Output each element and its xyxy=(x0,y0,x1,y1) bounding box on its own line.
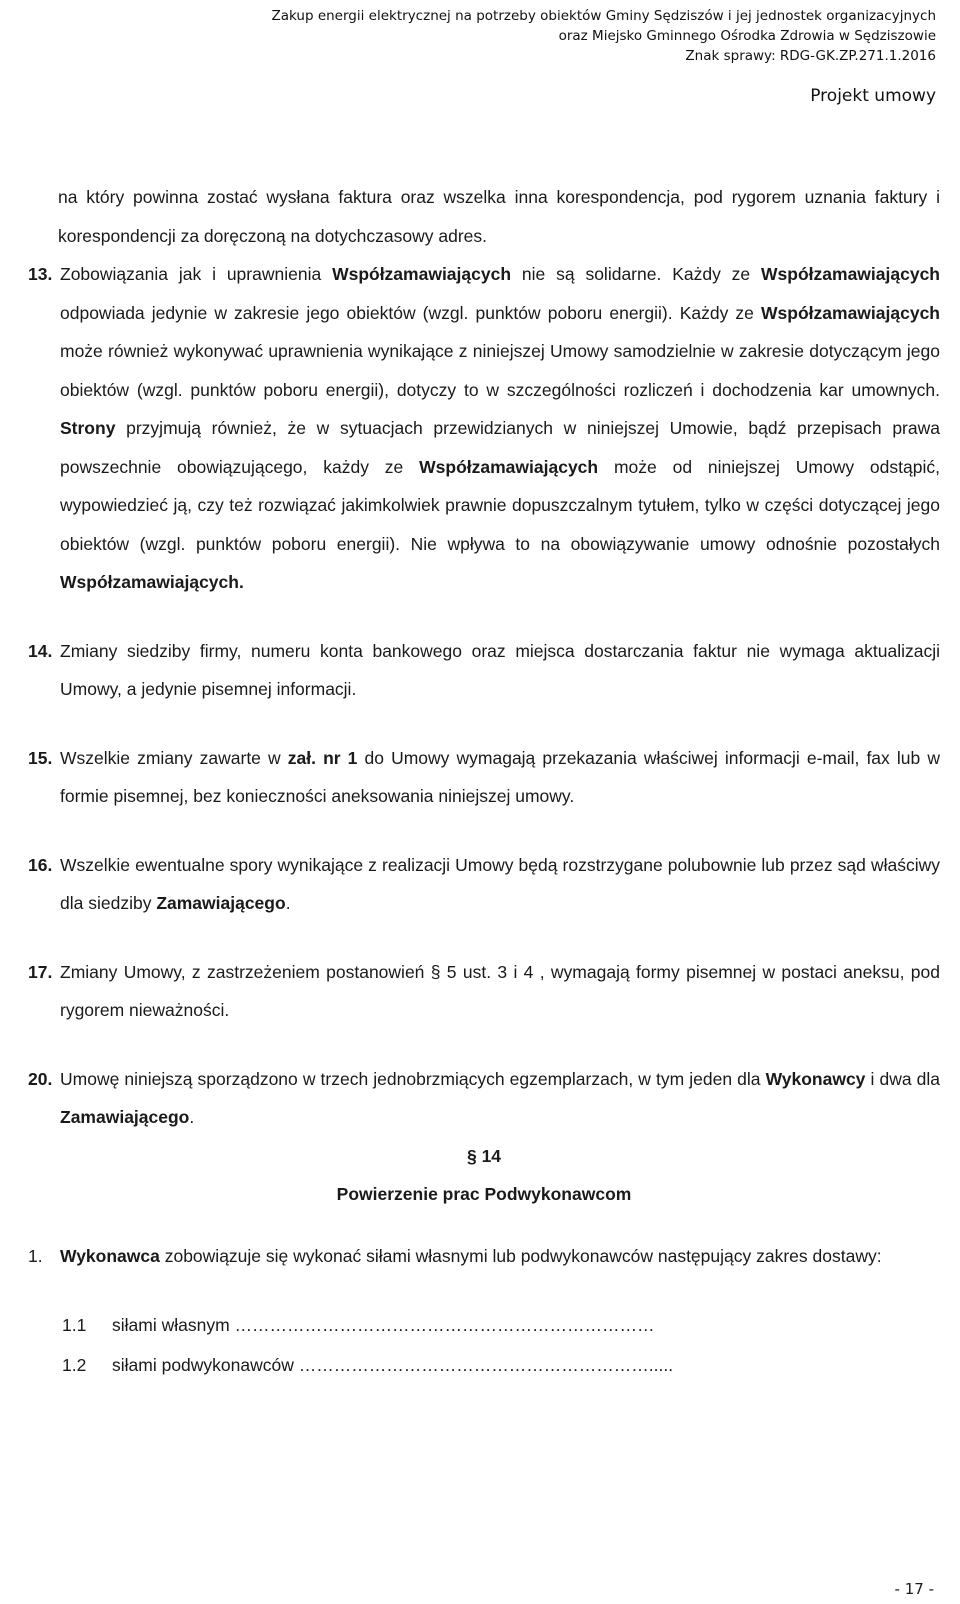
sub-clause-1-2 xyxy=(28,1345,940,1385)
paragraph-14 xyxy=(28,632,940,709)
paragraph-text: Wszelkie zmiany zawarte w zał. nr 1 do Umowy wymagają przekazania właściwej informacji e-mail, fax lub w formie pisemnej, bez konieczności aneksowania niniejszej umowy. xyxy=(60,747,940,806)
paragraph-17 xyxy=(28,953,940,1030)
paragraph-text: Zmiany siedziby firmy, numeru konta bankowego oraz miejsca dostarczania faktur nie wymaga aktualizacji Umowy, a jedynie pisemnej informacji. xyxy=(60,640,940,699)
paragraph-text: Zmiany Umowy, z zastrzeżeniem postanowień § 5 ust. 3 i 4 , wymagają formy pisemnej w postaci aneksu, pod rygorem nieważności. xyxy=(60,961,940,1020)
paragraph-15 xyxy=(28,739,940,816)
header-title-line-2: oraz Miejsko Gminnego Ośrodka Zdrowia w Sędziszowie xyxy=(558,28,936,44)
header-title-line-1: Zakup energii elektrycznej na potrzeby obiektów Gminy Sędziszów i jej jednostek organizacyjnych xyxy=(271,8,936,24)
paragraph-number: 16. xyxy=(28,854,53,875)
sub-clause-text: siłami własnym ……………………………………………………………… xyxy=(112,1315,655,1335)
paragraph-number: 15. xyxy=(28,747,53,768)
sub-clause-number: 1.1 xyxy=(62,1315,87,1335)
header-case-number: Znak sprawy: RDG-GK.ZP.271.1.2016 xyxy=(685,48,936,64)
sub-clause-text: siłami podwykonawców ……………………………………………………..... xyxy=(112,1355,674,1375)
document-header xyxy=(36,6,936,106)
paragraph-text: Zobowiązania jak i uprawnienia Współzamawiających nie są solidarne. Każdy ze Współzamawiających odpowiada jedynie w zakresie jego obiektów (wzgl. punktów poboru energii). Każdy ze Współzamawiających może również wykonywać uprawnienia wynikające z niniejszej Umowy samodzielnie w zakresie dotyczącym jego obiektów (wzgl. punktów poboru energii), dotyczy to w szczególności rozliczeń i dochodzenia kar umownych. Strony przyjmują również, że w sytuacjach przewidzianych w niniejszej Umowie, bądź przepisach prawa powszechnie obowiązującego, każdy ze Współzamawiających może od niniejszej Umowy odstąpić, wypowiedzieć ją, czy też rozwiązać jakimkolwiek prawnie dopuszczalnym tytułem, tylko w części dotyczącej jego obiektów (wzgl. punktów poboru energii). Nie wpływa to na obowiązywanie umowy odnośnie pozostałych Współzamawiających. xyxy=(60,264,940,592)
paragraph-number: 17. xyxy=(28,961,53,982)
document-body xyxy=(28,178,940,1385)
sub-clause-number: 1.2 xyxy=(62,1355,87,1375)
section-title: Powierzenie prac Podwykonawcom xyxy=(336,1183,632,1204)
paragraph-20 xyxy=(28,1060,940,1137)
paragraph-number: 14. xyxy=(28,640,53,661)
paragraph-16 xyxy=(28,846,940,923)
page-number: - 17 - xyxy=(894,1580,934,1598)
clause-1 xyxy=(28,1237,940,1276)
paragraph-13 xyxy=(28,255,940,602)
document-type-label: Projekt umowy xyxy=(810,86,936,106)
paragraph-number: 13. xyxy=(28,264,53,284)
continued-paragraph: na który powinna zostać wysłana faktura oraz wszelka inna korespondencja, pod rygorem uznania faktury i korespondencji za doręczoną na dotychczasowy adres. xyxy=(58,187,940,246)
paragraph-text: Wszelkie ewentualne spory wynikające z realizacji Umowy będą rozstrzygane polubownie lub przez sąd właściwy dla siedziby Zamawiającego. xyxy=(60,854,940,913)
sub-clause-1-1 xyxy=(28,1305,940,1345)
clause-number: 1. xyxy=(28,1245,43,1266)
paragraph-number: 20. xyxy=(28,1068,53,1089)
paragraph-text: Umowę niniejszą sporządzono w trzech jednobrzmiących egzemplarzach, w tym jeden dla Wykonawcy i dwa dla Zamawiającego. xyxy=(60,1068,940,1127)
section-number: § 14 xyxy=(466,1145,502,1166)
clause-text: Wykonawca zobowiązuje się wykonać siłami własnymi lub podwykonawców następujący zakres dostawy: xyxy=(60,1245,882,1266)
